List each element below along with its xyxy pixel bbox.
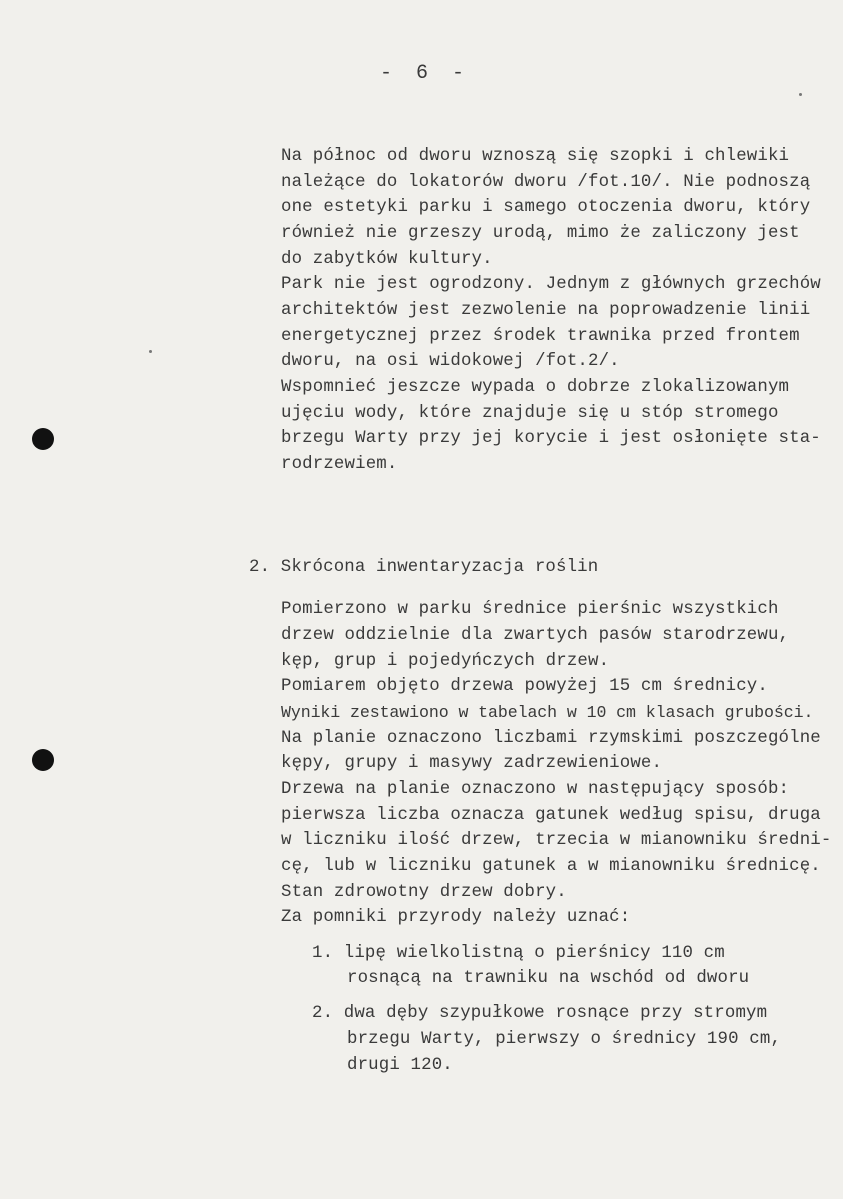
- text-line: Wyniki zestawiono w tabelach w 10 cm klasach grubości.: [281, 703, 814, 722]
- section-heading: 2. Skrócona inwentaryzacja roślin: [249, 558, 599, 577]
- text-line: Pomiarem objęto drzewa powyżej 15 cm średnicy.: [281, 677, 768, 696]
- list-item-continuation: drugi 120.: [347, 1056, 453, 1075]
- text-line: pierwsza liczba oznacza gatunek według spisu, druga: [281, 806, 821, 825]
- text-line: Pomierzono w parku średnice pierśnic wszystkich: [281, 600, 779, 619]
- page-number: - 6 -: [380, 62, 471, 85]
- punch-hole: [32, 749, 54, 771]
- text-line: Wspomnieć jeszcze wypada o dobrze zlokalizowanym: [281, 378, 790, 397]
- text-line: Na północ od dworu wznoszą się szopki i chlewiki: [281, 147, 790, 166]
- paper-speck: [799, 93, 802, 96]
- list-item: 1. lipę wielkolistną o pierśnicy 110 cm: [312, 944, 725, 963]
- text-line: rodrzewiem.: [281, 455, 398, 474]
- text-line: kępy, grupy i masywy zadrzewieniowe.: [281, 754, 663, 773]
- text-line: ujęciu wody, które znajduje się u stóp stromego: [281, 404, 779, 423]
- text-line: one estetyki parku i samego otoczenia dworu, który: [281, 198, 811, 217]
- text-line: Park nie jest ogrodzony. Jednym z głównych grzechów: [281, 275, 821, 294]
- text-line: do zabytków kultury.: [281, 250, 493, 269]
- text-line: Stan zdrowotny drzew dobry.: [281, 883, 567, 902]
- list-item: 2. dwa dęby szypułkowe rosnące przy stromym: [312, 1004, 768, 1023]
- text-line: również nie grzeszy urodą, mimo że zaliczony jest: [281, 224, 800, 243]
- text-line: architektów jest zezwolenie na poprowadzenie linii: [281, 301, 811, 320]
- text-line: kęp, grup i pojedyńczych drzew.: [281, 652, 610, 671]
- text-line: drzew oddzielnie dla zwartych pasów starodrzewu,: [281, 626, 790, 645]
- paper-speck: [149, 350, 152, 353]
- text-line: Za pomniki przyrody należy uznać:: [281, 908, 631, 927]
- text-line: Na planie oznaczono liczbami rzymskimi poszczególne: [281, 729, 821, 748]
- text-line: w liczniku ilość drzew, trzecia w mianowniku średni-: [281, 831, 832, 850]
- punch-hole: [32, 428, 54, 450]
- text-line: dworu, na osi widokowej /fot.2/.: [281, 352, 620, 371]
- text-line: cę, lub w liczniku gatunek a w mianowniku średnicę.: [281, 857, 821, 876]
- text-line: Drzewa na planie oznaczono w następujący sposób:: [281, 780, 790, 799]
- list-item-continuation: rosnącą na trawniku na wschód od dworu: [347, 969, 750, 988]
- text-line: energetycznej przez środek trawnika przed frontem: [281, 327, 800, 346]
- list-item-continuation: brzegu Warty, pierwszy o średnicy 190 cm,: [347, 1030, 782, 1049]
- text-line: brzegu Warty przy jej korycie i jest osłonięte sta-: [281, 429, 821, 448]
- text-line: należące do lokatorów dworu /fot.10/. Nie podnoszą: [281, 173, 811, 192]
